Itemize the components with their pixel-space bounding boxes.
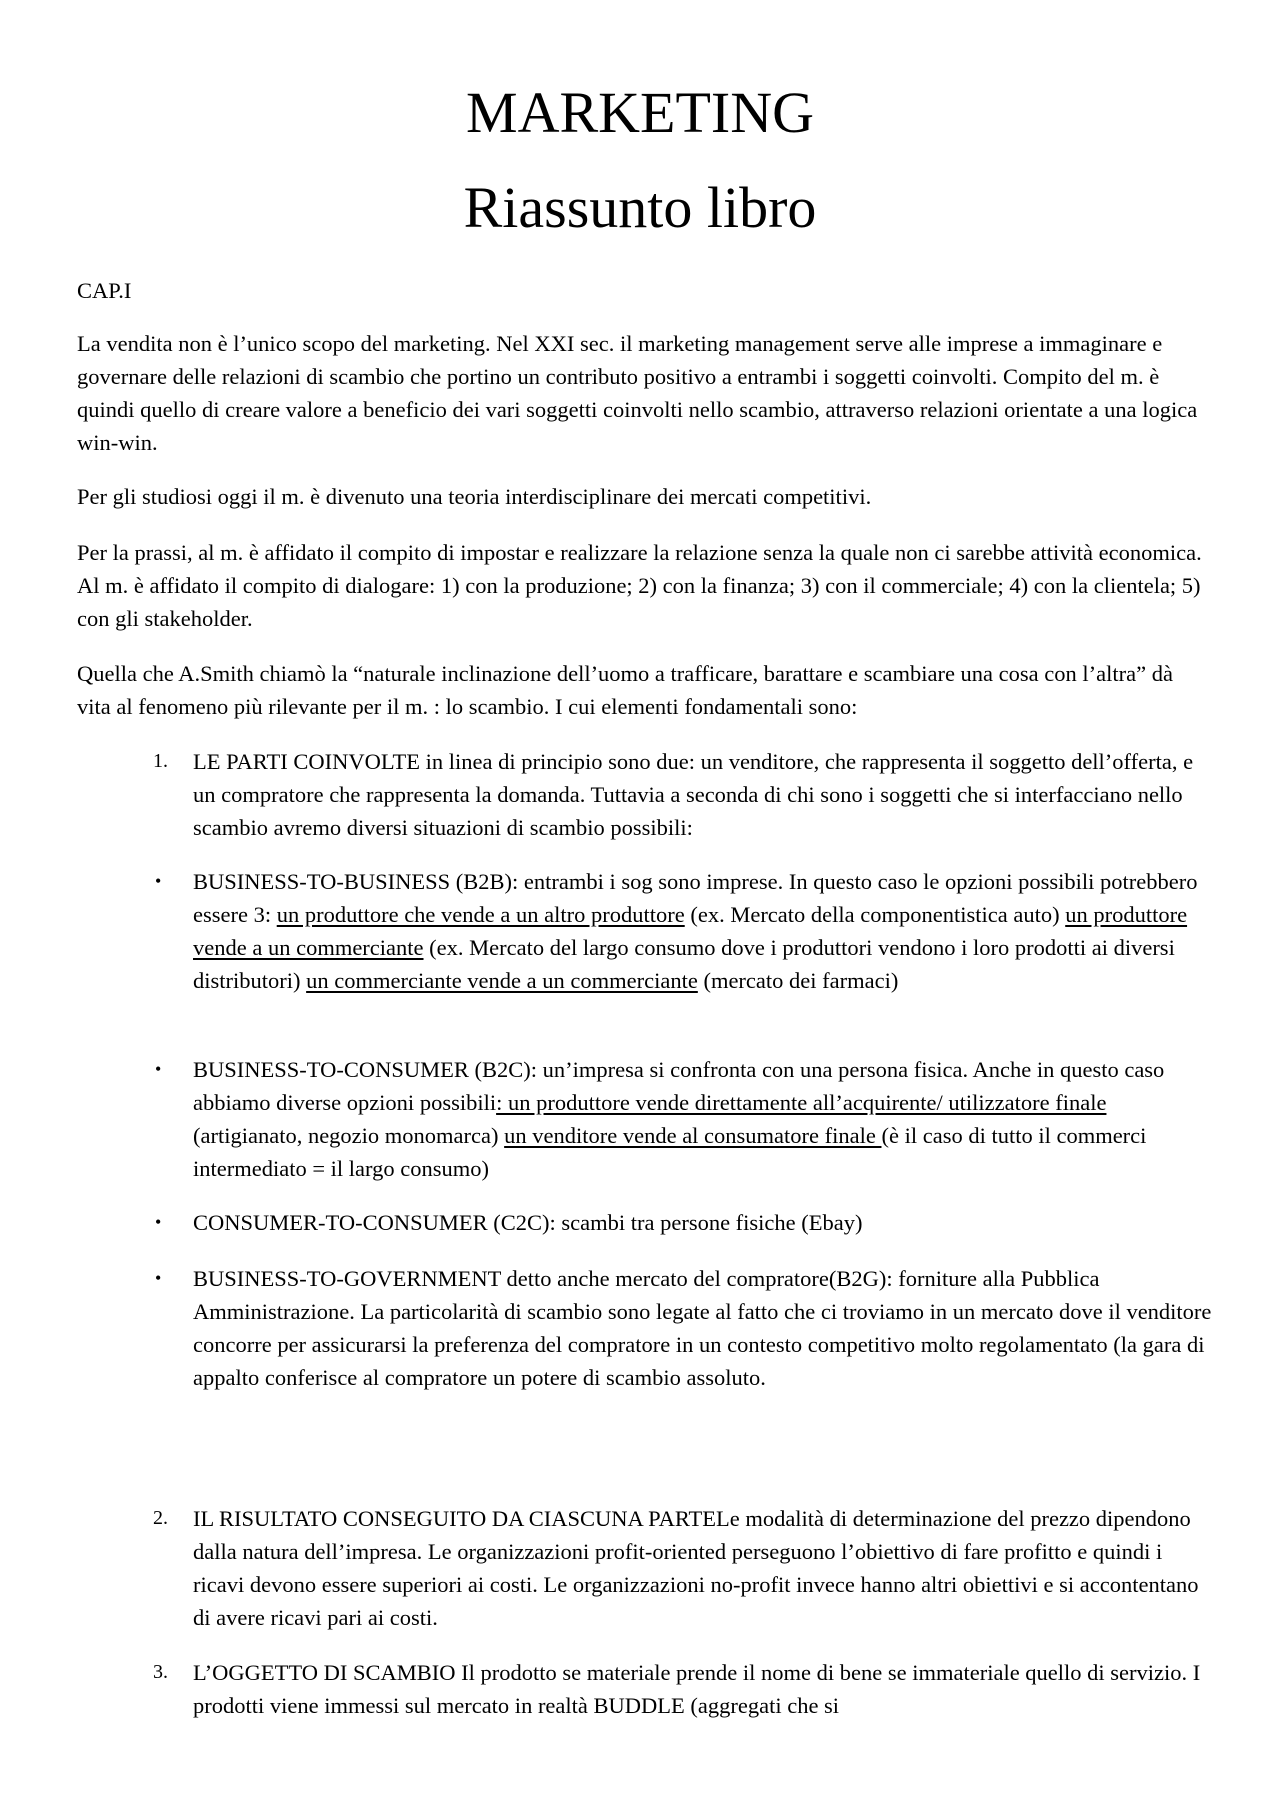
document-subtitle: Riassunto libro	[463, 175, 817, 240]
intro-paragraph-3: Per la prassi, al m. è affidato il compito di impostar e realizzare la relazione senza la quale non ci sarebbe attività economica. Al m. è affidato il compito di dialogare: 1) con la produzione; 2) con la finanza; 3) con il commerciale; 4) con la clientela; 5) con gli stakeholder.	[77, 540, 1202, 631]
list-marker-1: 1.	[153, 750, 168, 772]
b2b-text-2: (ex. Mercato del largo consumo dove i produttori vendono i loro prodotti ai diversi distributori)	[193, 935, 1175, 993]
bullet-item-b2b	[193, 865, 1213, 997]
list-item-risultato: IL RISULTATO CONSEGUITO DA CIASCUNA PARTELe modalità di determinazione del prezzo dipendono dalla natura dell’impresa. Le organizzazioni profit-oriented perseguono l’obiettivo di fare profitto e quindi i ricavi devono essere superiori ai costi. Le organizzazioni no-profit invece hanno altri obiettivi e si accontentano di avere ricavi pari ai costi.	[193, 1506, 1199, 1630]
b2b-text-1: (ex. Mercato della componentistica auto)	[684, 902, 1066, 927]
bullet-marker: •	[155, 1268, 162, 1288]
list-marker-2: 2.	[153, 1507, 168, 1529]
bullet-marker: •	[155, 1212, 162, 1232]
list-marker-3: 3.	[153, 1661, 168, 1683]
b2b-underlined-2: un produttore vende a un commerciante	[193, 902, 1188, 960]
b2c-text-2: (è il caso di tutto il commerci intermediato = il largo consumo)	[193, 1123, 1147, 1181]
bullet-item-b2g: BUSINESS-TO-GOVERNMENT detto anche mercato del compratore(B2G): forniture alla Pubblica Amministrazione. La particolarità di scambio sono legate al fatto che ci troviamo in un mercato dove il venditore concorre per assicurarsi la preferenza del compratore in un contesto competitivo molto regolamentato (la gara di appalto conferisce al compratore un potere di scambio assoluto.	[193, 1266, 1212, 1390]
chapter-heading: CAP.I	[77, 278, 132, 303]
intro-paragraph-2: Per gli studiosi oggi il m. è divenuto una teoria interdisciplinare dei mercati competitivi.	[77, 484, 872, 509]
bullet-item-c2c: CONSUMER-TO-CONSUMER (C2C): scambi tra persone fisiche (Ebay)	[193, 1210, 863, 1235]
list-item-parti-coinvolte: LE PARTI COINVOLTE in linea di principio sono due: un venditore, che rappresenta il soggetto dell’offerta, e un compratore che rappresenta la domanda. Tuttavia a seconda di chi sono i soggetti che si interfacciano nello scambio avremo diversi situazioni di scambio possibili:	[193, 749, 1194, 840]
b2b-underlined-1: un produttore che vende a un altro produttore	[276, 902, 685, 927]
bullet-marker: •	[155, 871, 162, 891]
b2c-underlined-2: un venditore vende al consumatore finale	[504, 1123, 882, 1148]
list-item-oggetto-scambio: L’OGGETTO DI SCAMBIO Il prodotto se materiale prende il nome di bene se immateriale quello di servizio. I prodotti viene immessi sul mercato in realtà BUDDLE (aggregati che si	[193, 1660, 1201, 1718]
bullet-item-b2c	[193, 1053, 1213, 1185]
b2c-underlined-1: : un produttore vende direttamente all’acquirente/ utilizzatore finale	[496, 1090, 1107, 1115]
bullet-marker: •	[155, 1059, 162, 1079]
b2c-text-1: (artigianato, negozio monomarca)	[193, 1123, 505, 1148]
b2b-text-3: (mercato dei farmaci)	[697, 968, 899, 993]
b2b-underlined-3: un commerciante vende a un commerciante	[306, 968, 698, 993]
intro-paragraph-1: La vendita non è l’unico scopo del marketing. Nel XXI sec. il marketing management serve alle imprese a immaginare e governare delle relazioni di scambio che portino un contributo positivo a entrambi i soggetti coinvolti. Compito del m. è quindi quello di creare valore a beneficio dei vari soggetti coinvolti nello scambio, attraverso relazioni orientate a una logica win-win.	[77, 331, 1198, 455]
document-title: MARKETING	[466, 80, 814, 145]
intro-paragraph-4: Quella che A.Smith chiamò la “naturale inclinazione dell’uomo a trafficare, barattare e scambiare una cosa con l’altra” dà vita al fenomeno più rilevante per il m. : lo scambio. I cui elementi fondamentali sono:	[77, 661, 1173, 719]
b2b-lead-text: BUSINESS-TO-BUSINESS (B2B): entrambi i sog sono imprese. In questo caso le opzioni possibili potrebbero essere 3:	[193, 869, 1198, 927]
b2c-lead-text: BUSINESS-TO-CONSUMER (B2C): un’impresa si confronta con una persona fisica. Anche in questo caso abbiamo diverse opzioni possibili	[193, 1057, 1165, 1115]
